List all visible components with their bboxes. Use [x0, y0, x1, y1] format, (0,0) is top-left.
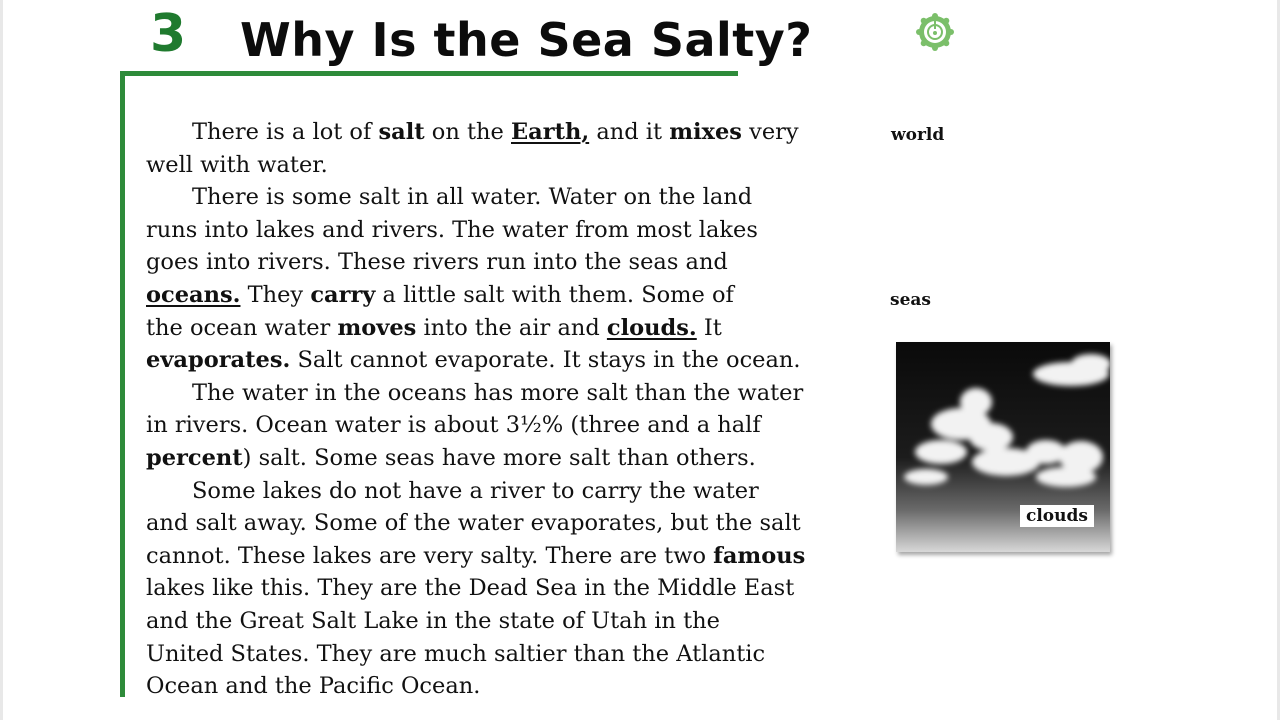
- vocab-word-salt: salt: [378, 119, 425, 145]
- text-run: the ocean water: [146, 314, 338, 341]
- text-line: lakes like this. They are the Dead Sea in the Middle East: [146, 575, 795, 602]
- text-line: [100, 312, 866, 345]
- page-edge-left: [0, 0, 3, 720]
- vocab-word-clouds: clouds.: [606, 314, 697, 341]
- gloss-seas: seas: [890, 290, 931, 310]
- vocab-word-oceans: oceans.: [146, 281, 241, 308]
- fraction-half: ½: [520, 412, 542, 439]
- text-line: [100, 442, 866, 475]
- vocab-word-mixes: mixes: [669, 119, 742, 145]
- text-run: on the: [424, 119, 511, 145]
- text-line: and salt away. Some of the water evaporates, but the salt: [146, 510, 801, 537]
- paragraph-3: [146, 377, 866, 475]
- text-run: It: [696, 314, 722, 341]
- text-run: and it: [589, 119, 670, 145]
- text-line: [100, 279, 866, 312]
- audio-cd-icon[interactable]: [915, 12, 955, 52]
- text-line: [100, 409, 866, 442]
- text-run: a little salt with them. Some of: [375, 281, 734, 308]
- text-line: well with water.: [146, 151, 328, 178]
- text-run: into the air and: [416, 314, 607, 341]
- text-line: Some lakes do not have a river to carry the water: [192, 477, 759, 504]
- paragraph-4: [146, 475, 866, 703]
- chapter-title: Why Is the Sea Salty?: [240, 13, 813, 67]
- text-run: They: [240, 281, 311, 308]
- text-line: The water in the oceans has more salt than the water: [192, 379, 804, 406]
- text-run: in rivers. Ocean water is about 3: [146, 412, 521, 439]
- text-line: There is some salt in all water. Water on the land: [192, 184, 753, 211]
- figure-caption-clouds: clouds: [1020, 505, 1094, 527]
- text-run: very: [741, 119, 799, 145]
- vocab-word-famous: famous: [713, 542, 806, 569]
- text-line: United States. They are much saltier than the Atlantic: [146, 640, 766, 667]
- vocab-word-moves: moves: [337, 314, 417, 341]
- text-run: There is a lot of: [192, 119, 379, 145]
- title-rule: [120, 71, 738, 76]
- text-line: Ocean and the Pacific Ocean.: [146, 673, 481, 700]
- chapter-number: 3: [150, 4, 187, 64]
- gloss-world: world: [891, 125, 945, 145]
- text-run: cannot. These lakes are very salty. There are two: [146, 542, 714, 569]
- text-line: runs into lakes and rivers. The water from most lakes: [146, 216, 758, 243]
- text-line: [100, 344, 866, 377]
- text-run: ) salt. Some seas have more salt than others.: [242, 444, 756, 471]
- vocab-word-earth: Earth,: [511, 119, 590, 145]
- text-line: goes into rivers. These rivers run into the seas and: [146, 249, 728, 276]
- vocab-word-carry: carry: [310, 281, 376, 308]
- text-run: % (three and a half: [541, 412, 761, 439]
- vocab-word-percent: percent: [146, 444, 243, 471]
- text-line: and the Great Salt Lake in the state of Utah in the: [146, 607, 720, 634]
- vocab-word-evaporates: evaporates.: [146, 347, 291, 374]
- paragraph-1: [146, 116, 866, 181]
- text-line: [146, 116, 866, 149]
- reading-passage: [146, 116, 866, 703]
- text-run: Salt cannot evaporate. It stays in the ocean.: [290, 347, 801, 374]
- paragraph-2: [146, 181, 866, 377]
- text-line: [100, 540, 866, 573]
